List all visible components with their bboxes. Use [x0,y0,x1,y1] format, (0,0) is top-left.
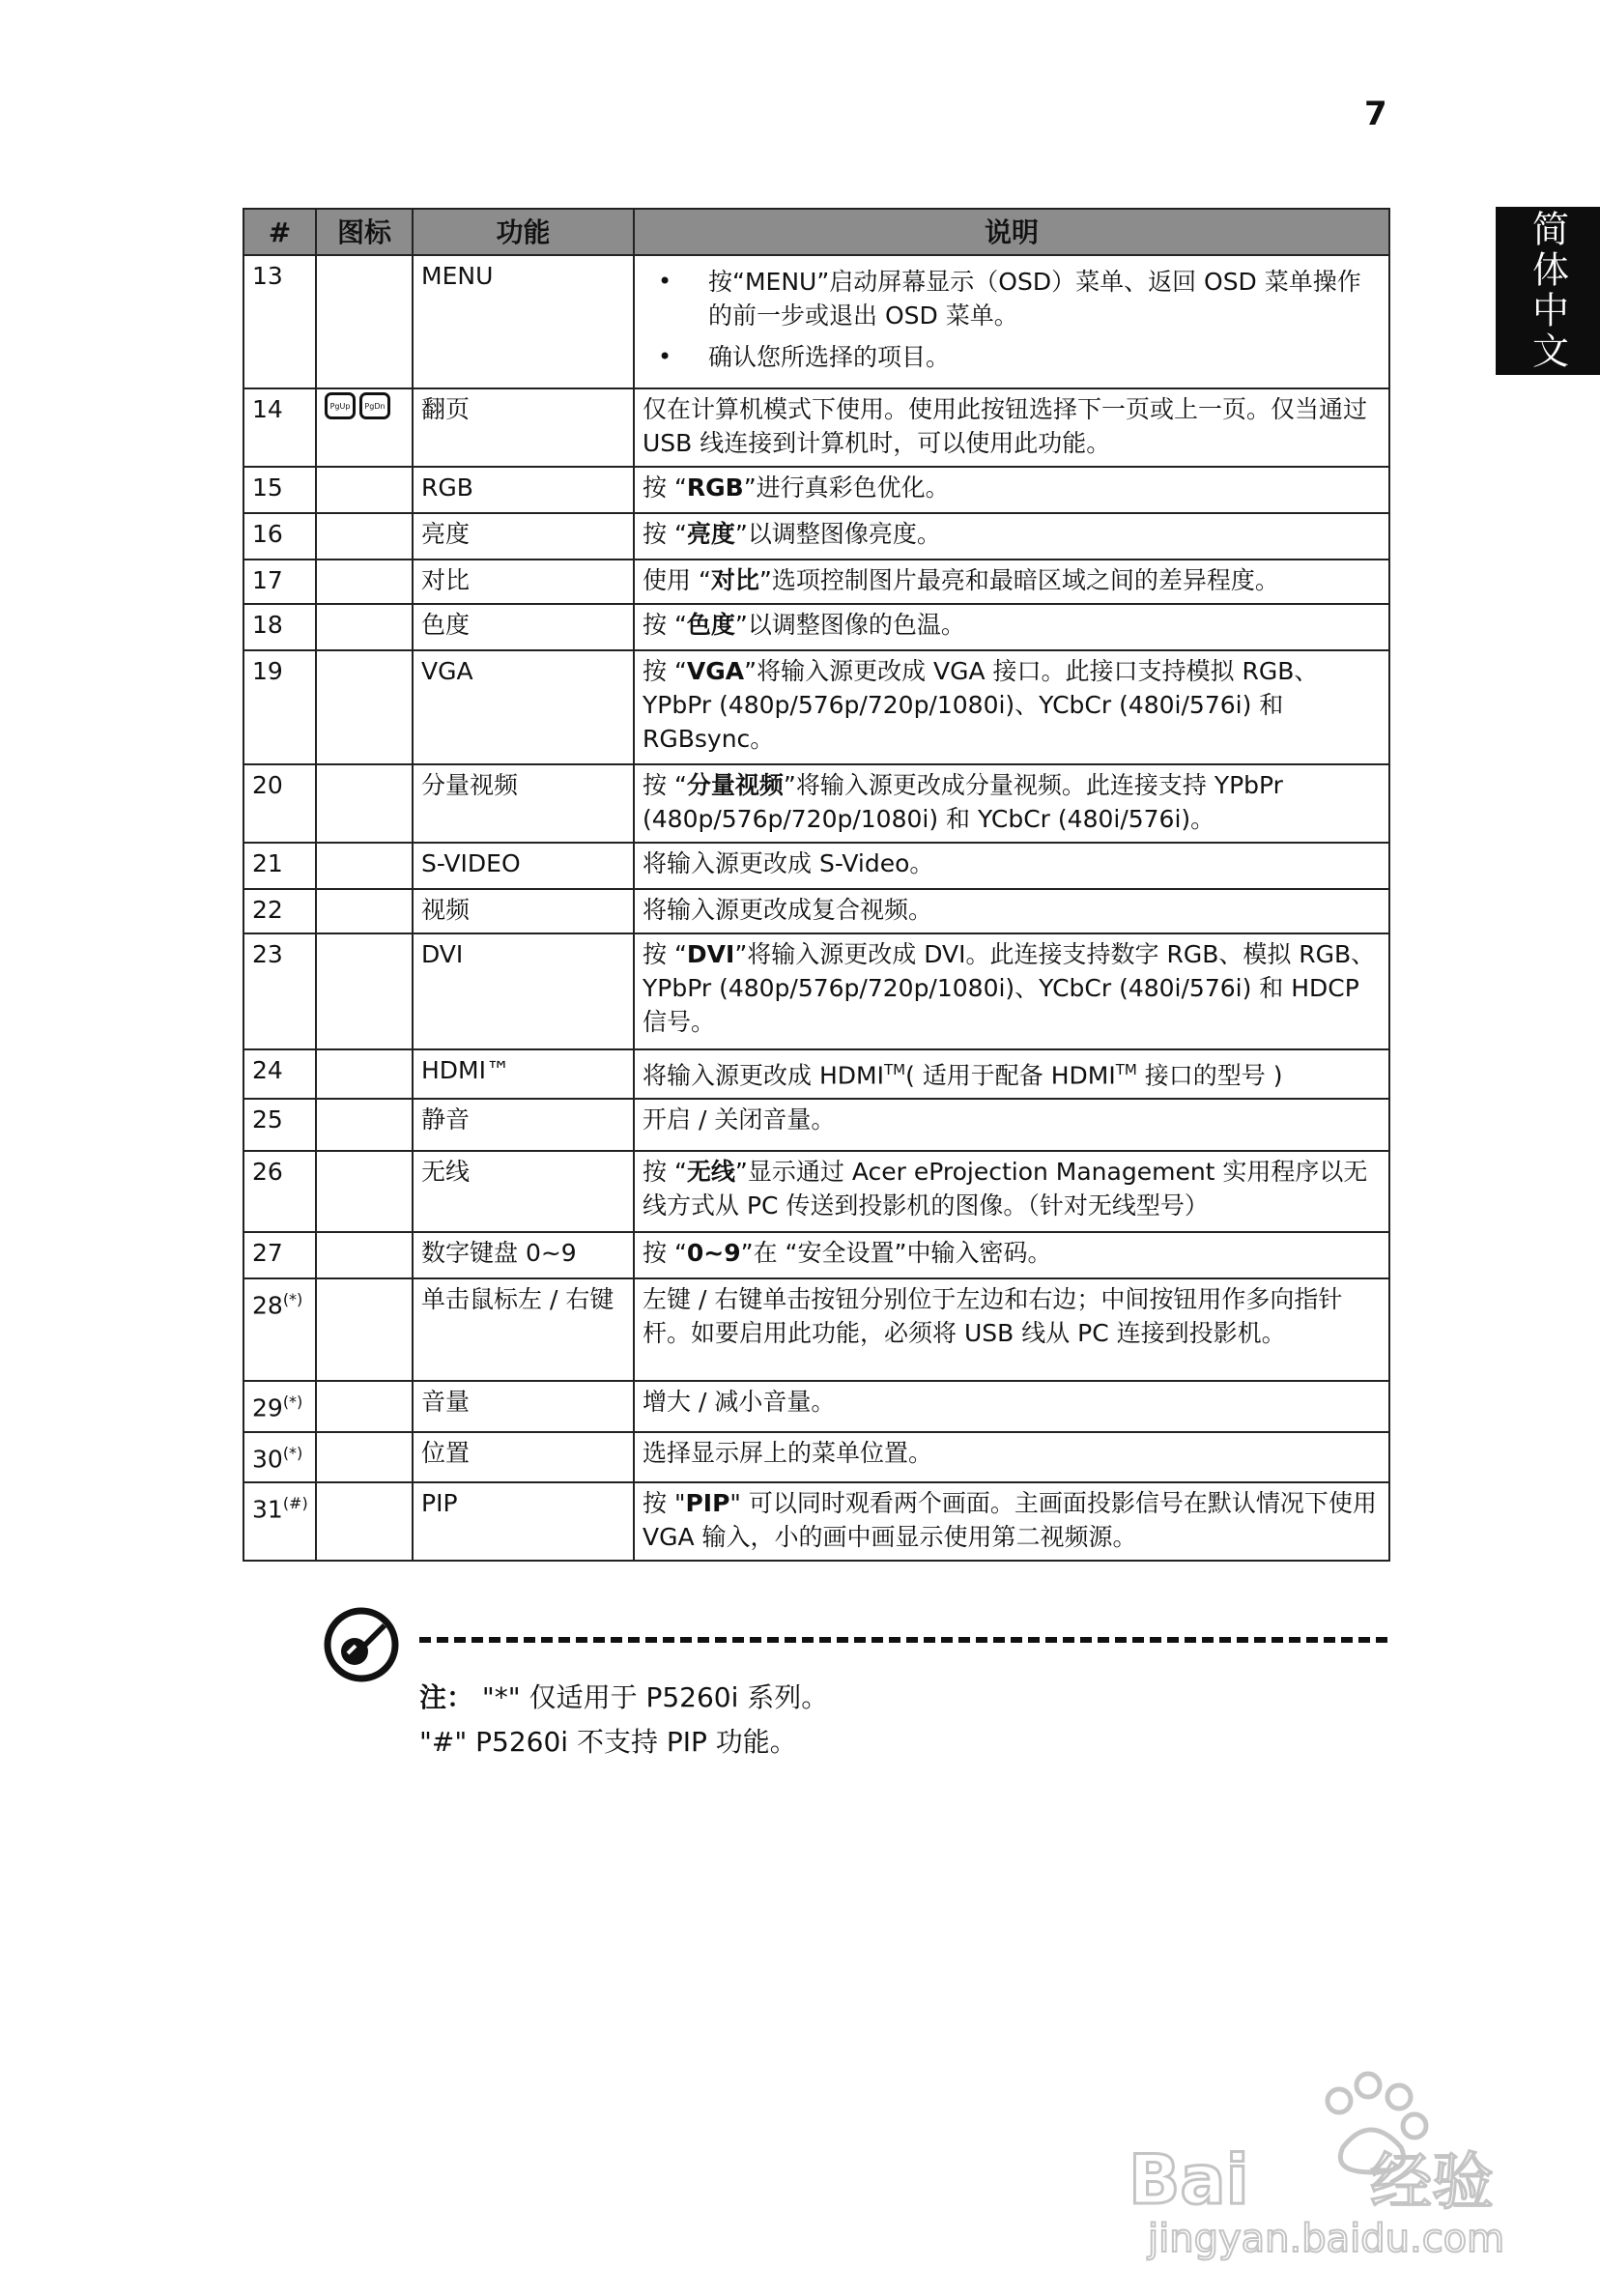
row-number: 22 [243,889,316,933]
row-function: 分量视频 [413,764,634,843]
row-icon [316,1381,413,1431]
table-row [243,1278,1389,1381]
list-item: • 确认您所选择的项目。 [643,340,1381,374]
row-number: 26 [243,1151,316,1232]
row-number: 25 [243,1099,316,1151]
table-row [243,889,1389,933]
row-icon [316,1432,413,1482]
row-description: 按 “无线”显示通过 Acer eProjection Management 实用程序以无线方式从 PC 传送到投影机的图像。（针对无线型号） [634,1151,1389,1232]
page-number: 7 [1364,95,1387,133]
row-number: 14 [243,388,316,467]
row-description: 使用 “对比”选项控制图片最亮和最暗区域之间的差异程度。 [634,560,1389,604]
table-row [243,1232,1389,1278]
table-row [243,1099,1389,1151]
row-number: 28(*) [243,1278,316,1381]
row-description: 按 “亮度”以调整图像亮度。 [634,513,1389,560]
header-function: 功能 [413,209,634,255]
row-description: 将输入源更改成复合视频。 [634,889,1389,933]
row-description: 按 “VGA”将输入源更改成 VGA 接口。此接口支持模拟 RGB、YPbPr (480p/576p/720p/1080i)、YCbCr (480i/576i) 和 RGBsync。 [634,650,1389,764]
table-row [243,1381,1389,1431]
row-description: 按 “DVI”将输入源更改成 DVI。此连接支持数字 RGB、模拟 RGB、YPbPr (480p/576p/720p/1080i)、YCbCr (480i/576i) 和 HDCP 信号。 [634,933,1389,1049]
row-function: 音量 [413,1381,634,1431]
table-row [243,1482,1389,1561]
row-function: 单击鼠标左 / 右键 [413,1278,634,1381]
watermark-brand-cn: 经验 [1370,2147,1494,2219]
row-icon [316,513,413,560]
row-description: 选择显示屏上的菜单位置。 [634,1432,1389,1482]
row-number: 21 [243,843,316,889]
row-function: 对比 [413,560,634,604]
baidu-watermark [1129,2058,1534,2261]
table-row [243,513,1389,560]
row-function: 无线 [413,1151,634,1232]
header-number: # [243,209,316,255]
row-function: HDMI™ [413,1049,634,1099]
row-icon [316,1482,413,1561]
table-row [243,1049,1389,1099]
row-function: VGA [413,650,634,764]
row-function: 位置 [413,1432,634,1482]
table-row [243,560,1389,604]
header-description: 说明 [634,209,1389,255]
row-function: 数字键盘 0~9 [413,1232,634,1278]
row-icon [316,1278,413,1381]
row-function: 翻页 [413,388,634,467]
row-icon [316,255,413,388]
row-function: RGB [413,467,634,513]
row-description [634,255,1389,388]
note-pencil-icon [323,1606,400,1683]
row-description: 将输入源更改成 S-Video。 [634,843,1389,889]
row-icon [316,764,413,843]
row-number: 24 [243,1049,316,1099]
row-icon [316,1049,413,1099]
function-table [243,208,1390,1562]
table-row [243,764,1389,843]
row-icon [316,1151,413,1232]
row-description: 增大 / 减小音量。 [634,1381,1389,1431]
row-function: 静音 [413,1099,634,1151]
header-icon: 图标 [316,209,413,255]
language-tab-label: 简体中文 [1526,210,1569,372]
row-number: 23 [243,933,316,1049]
row-icon [316,889,413,933]
note-line-1: 注： "*" 仅适用于 P5260i 系列。 [419,1681,829,1713]
row-function: S-VIDEO [413,843,634,889]
row-number: 16 [243,513,316,560]
page-up-key-icon: PgUp [325,392,356,419]
language-tab [1496,207,1600,375]
table-row [243,1432,1389,1482]
page-down-key-icon: PgDn [359,392,390,419]
row-function: PIP [413,1482,634,1561]
row-description: 按 “0~9”在 “安全设置”中输入密码。 [634,1232,1389,1278]
row-description: 按 “色度”以调整图像的色温。 [634,604,1389,650]
row-description: 开启 / 关闭音量。 [634,1099,1389,1151]
table-row [243,1151,1389,1232]
row-icon [316,1232,413,1278]
row-description: 将输入源更改成 HDMI™( 适用于配备 HDMI™ 接口的型号 ) [634,1049,1389,1099]
row-number: 31(#) [243,1482,316,1561]
row-description: 按 “RGB”进行真彩色优化。 [634,467,1389,513]
row-icon [316,650,413,764]
row-number: 20 [243,764,316,843]
row-icon [316,604,413,650]
table-row [243,255,1389,388]
row-icon [316,388,413,467]
note-block [419,1676,828,1765]
list-item: • 按“MENU”启动屏幕显示（OSD）菜单、返回 OSD 菜单操作的前一步或退出 OSD 菜单。 [643,265,1381,332]
row-number: 30(*) [243,1432,316,1482]
table-row [243,388,1389,467]
row-icon [316,843,413,889]
row-number: 15 [243,467,316,513]
table-row [243,933,1389,1049]
row-icon [316,933,413,1049]
table-row [243,650,1389,764]
row-icon [316,467,413,513]
watermark-url: jingyan.baidu.com [1148,2217,1505,2261]
row-number: 29(*) [243,1381,316,1431]
watermark-brand: Bai [1129,2140,1249,2220]
row-function: 亮度 [413,513,634,560]
row-description: 按 "PIP" 可以同时观看两个画面。主画面投影信号在默认情况下使用 VGA 输入，小的画中画显示使用第二视频源。 [634,1482,1389,1561]
row-number: 13 [243,255,316,388]
row-function: 视频 [413,889,634,933]
row-number: 19 [243,650,316,764]
row-function: DVI [413,933,634,1049]
table-header-row [243,209,1389,255]
row-icon [316,560,413,604]
row-description: 仅在计算机模式下使用。使用此按钮选择下一页或上一页。仅当通过 USB 线连接到计算机时，可以使用此功能。 [634,388,1389,467]
table-row [243,467,1389,513]
row-number: 18 [243,604,316,650]
note-separator [419,1637,1387,1643]
table-row [243,843,1389,889]
note-line-2: "#" P5260i 不支持 PIP 功能。 [419,1726,797,1758]
row-number: 17 [243,560,316,604]
row-number: 27 [243,1232,316,1278]
row-function: 色度 [413,604,634,650]
row-function: MENU [413,255,634,388]
row-description: 按 “分量视频”将输入源更改成分量视频。此连接支持 YPbPr (480p/576p/720p/1080i) 和 YCbCr (480i/576i)。 [634,764,1389,843]
table-row [243,604,1389,650]
row-icon [316,1099,413,1151]
row-description: 左键 / 右键单击按钮分别位于左边和右边；中间按钮用作多向指针杆。如要启用此功能，必须将 USB 线从 PC 连接到投影机。 [634,1278,1389,1381]
